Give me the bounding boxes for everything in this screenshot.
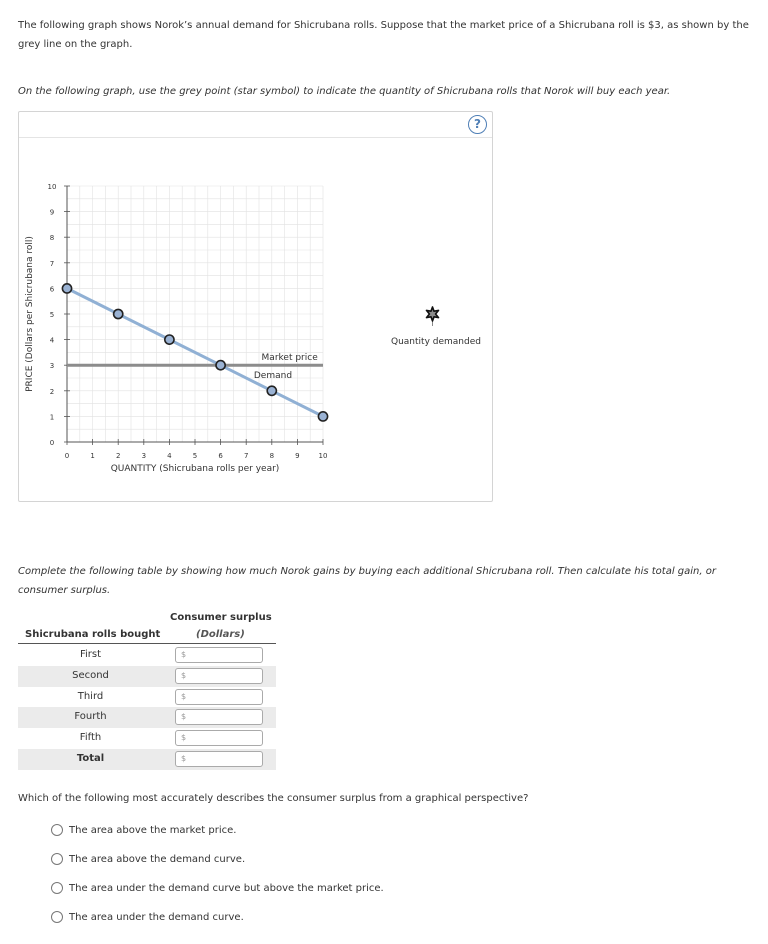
dollar-sign: $ bbox=[181, 753, 187, 763]
dollar-sign: $ bbox=[181, 670, 187, 680]
demand-point[interactable] bbox=[114, 309, 123, 318]
option-label: The area above the demand curve. bbox=[69, 854, 246, 865]
demand-point[interactable] bbox=[165, 335, 174, 344]
y-tick-label: 7 bbox=[49, 259, 55, 268]
y-tick-label: 6 bbox=[49, 285, 55, 294]
y-tick-label: 9 bbox=[49, 208, 55, 217]
grid bbox=[67, 186, 323, 442]
graph-panel bbox=[18, 111, 493, 502]
demand-point[interactable] bbox=[216, 361, 225, 370]
rolls-bought-header: Shicrubana rolls bought bbox=[25, 629, 161, 640]
fifth-roll-input[interactable] bbox=[175, 730, 263, 746]
total-input[interactable] bbox=[175, 751, 263, 767]
table-row bbox=[18, 707, 276, 728]
radio-button[interactable] bbox=[51, 882, 63, 894]
demand-point[interactable] bbox=[267, 386, 276, 395]
dollar-sign: $ bbox=[181, 691, 187, 701]
table-row bbox=[18, 749, 276, 770]
y-tick-label: 1 bbox=[49, 413, 55, 422]
fourth-roll-input[interactable] bbox=[175, 709, 263, 725]
star-icon[interactable] bbox=[424, 306, 441, 328]
third-roll-input[interactable] bbox=[175, 689, 263, 705]
radio-button[interactable] bbox=[51, 824, 63, 836]
x-tick-label: 1 bbox=[90, 452, 95, 460]
row-label: First bbox=[79, 649, 102, 660]
dollar-sign: $ bbox=[181, 650, 187, 659]
x-tick-label: 0 bbox=[64, 452, 70, 460]
demand-label: Demand bbox=[253, 371, 293, 381]
market-price-label: Market price bbox=[261, 353, 318, 364]
y-tick-label: 10 bbox=[47, 183, 57, 191]
graph-instruction: On the following graph, use the grey point (star symbol) to indicate the quantity of Shicrubana rolls that Norok will buy each year. bbox=[18, 86, 671, 97]
dollar-sign: $ bbox=[181, 712, 187, 722]
y-axis-label: PRICE (Dollars per Shicrubana roll) bbox=[25, 236, 35, 392]
y-tick-label: 5 bbox=[49, 311, 55, 319]
table-instruction: Complete the following table by showing how much Norok gains by buying each additional Shicrubana roll. Then calculate his total gain, or consumer surplus. bbox=[18, 566, 716, 596]
row-label: Total bbox=[76, 752, 105, 764]
x-tick-label: 8 bbox=[269, 452, 275, 460]
x-tick-label: 2 bbox=[115, 452, 121, 460]
row-label: Second bbox=[72, 669, 109, 681]
demand-point[interactable] bbox=[62, 284, 71, 293]
quantity-demanded-label: Quantity demanded bbox=[391, 337, 481, 347]
demand-point[interactable] bbox=[318, 412, 327, 421]
x-tick-label: 10 bbox=[318, 452, 328, 460]
consumer-surplus-header: Consumer surplus bbox=[170, 612, 272, 623]
table-row bbox=[18, 666, 276, 687]
demand-chart[interactable] bbox=[19, 112, 494, 503]
dollar-sign: $ bbox=[181, 733, 187, 743]
x-axis-label: QUANTITY (Shicrubana rolls per year) bbox=[110, 464, 280, 474]
second-roll-input[interactable] bbox=[175, 668, 263, 684]
table-row bbox=[18, 645, 276, 666]
x-tick-label: 6 bbox=[218, 452, 223, 460]
consumer-surplus-table bbox=[18, 645, 276, 770]
dollars-header: (Dollars) bbox=[196, 629, 245, 640]
intro-text: The following graph shows Norok’s annual demand for Shicrubana rolls. Suppose that the market price of a Shicrubana roll is $3, as shown by the grey line on the graph. bbox=[18, 20, 749, 50]
row-label: Third bbox=[77, 690, 104, 702]
table-row bbox=[18, 687, 276, 708]
y-tick-label: 4 bbox=[49, 336, 55, 345]
y-tick-label: 0 bbox=[49, 439, 55, 447]
y-tick-label: 2 bbox=[49, 387, 55, 396]
first-roll-input[interactable] bbox=[175, 647, 263, 663]
x-tick-label: 3 bbox=[141, 452, 147, 460]
table-header-divider bbox=[18, 643, 276, 644]
option-label: The area under the demand curve but above the market price. bbox=[69, 883, 384, 894]
x-tick-label: 4 bbox=[167, 452, 172, 460]
option-label: The area under the demand curve. bbox=[69, 912, 244, 923]
x-tick-label: 5 bbox=[192, 452, 198, 460]
help-icon[interactable]: ? bbox=[468, 115, 487, 134]
table-row bbox=[18, 728, 276, 749]
radio-button[interactable] bbox=[51, 853, 63, 865]
x-tick-label: 7 bbox=[243, 452, 249, 460]
radio-button[interactable] bbox=[51, 911, 63, 923]
row-label: Fourth bbox=[74, 711, 107, 723]
y-tick-label: 3 bbox=[49, 362, 55, 371]
row-label: Fifth bbox=[79, 732, 102, 744]
x-tick-label: 9 bbox=[295, 452, 300, 460]
option-label: The area above the market price. bbox=[69, 825, 237, 836]
question-text: Which of the following most accurately describes the consumer surplus from a graphical perspective? bbox=[18, 793, 529, 804]
y-tick-label: 8 bbox=[49, 234, 55, 243]
